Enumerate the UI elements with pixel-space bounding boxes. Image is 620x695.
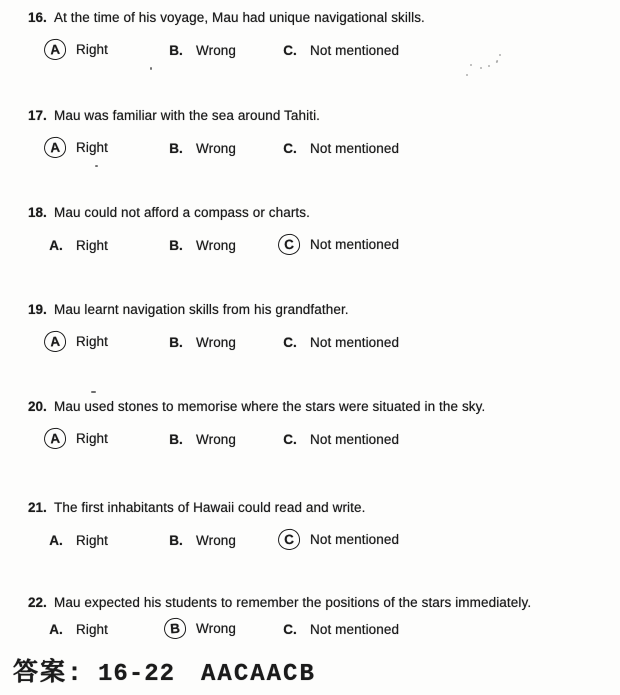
question-block: [0, 301, 620, 355]
option-label: Not mentioned: [310, 621, 400, 637]
question-text: Mau was familiar with the sea around Tahiti.: [54, 108, 321, 123]
question-number: 19.: [28, 302, 47, 317]
question-block: [0, 398, 620, 452]
question-number: 16.: [28, 10, 47, 25]
option-a: [44, 39, 108, 60]
option-b: [164, 529, 236, 551]
question-text: Mau expected his students to remember the positions of the stars immediately.: [54, 595, 532, 610]
option-label: Not mentioned: [310, 334, 400, 350]
option-label: Not mentioned: [310, 42, 400, 58]
options-row: [0, 137, 620, 161]
option-letter: A: [43, 427, 66, 449]
option-letter: B: [163, 617, 186, 639]
option-label: Not mentioned: [310, 532, 400, 547]
option-b: [164, 137, 236, 159]
question-text: At the time of his voyage, Mau had unique navigational skills.: [54, 10, 425, 25]
question-number: 20.: [28, 399, 47, 414]
option-c: [278, 234, 399, 255]
question-number: 17.: [28, 108, 47, 123]
question-block: [0, 107, 620, 161]
option-label: Right: [76, 621, 109, 637]
option-letter: A: [43, 38, 66, 60]
question-line: [0, 301, 620, 318]
option-label: Not mentioned: [310, 431, 400, 447]
option-c: [278, 331, 399, 353]
question-block: [0, 204, 620, 258]
option-label: Right: [76, 532, 109, 548]
question-line: [0, 398, 620, 415]
option-letter: C.: [283, 431, 297, 447]
option-letter: B.: [169, 237, 183, 253]
option-label: Wrong: [196, 621, 237, 636]
answer-key-letters: AACAACB: [201, 661, 316, 688]
option-label: Wrong: [196, 237, 237, 253]
answer-key-line: [13, 652, 316, 688]
option-b: [164, 234, 236, 256]
question-line: [0, 9, 620, 26]
option-letter: B.: [169, 532, 183, 548]
option-c: [278, 39, 399, 61]
question-line: [0, 499, 620, 516]
options-row: [0, 428, 620, 452]
question-line: [0, 204, 620, 221]
option-letter: C: [277, 233, 300, 255]
option-label: Right: [76, 334, 109, 349]
question-text: The first inhabitants of Hawaii could read and write.: [54, 500, 366, 515]
question-text: Mau learnt navigation skills from his grandfather.: [54, 302, 349, 317]
options-row: [0, 234, 620, 258]
question-block: [0, 499, 620, 553]
answer-key-range: 16-22: [98, 661, 176, 688]
option-c: [278, 137, 399, 159]
option-letter: A.: [49, 621, 63, 637]
option-letter: A.: [49, 237, 63, 253]
option-label: Wrong: [196, 42, 237, 58]
option-b: [164, 331, 236, 353]
question-text: Mau could not afford a compass or charts.: [54, 205, 310, 220]
option-letter: C: [277, 528, 300, 550]
option-label: Not mentioned: [310, 140, 400, 156]
option-label: Right: [76, 42, 109, 57]
option-b: [164, 428, 236, 450]
scan-dash-artifact: [91, 391, 96, 393]
scan-dot-artifact: [150, 67, 152, 70]
option-a: [44, 618, 108, 640]
question-line: [0, 594, 620, 611]
option-letter: A: [43, 330, 66, 352]
option-letter: B.: [169, 140, 183, 156]
option-letter: A: [43, 136, 66, 158]
option-letter: B.: [169, 42, 183, 58]
option-b: [164, 39, 236, 61]
scan-dot-artifact: [95, 165, 98, 167]
option-letter: B.: [169, 334, 183, 350]
scan-smudge-artifact: [466, 52, 510, 78]
question-number: 21.: [28, 500, 47, 515]
question-number: 22.: [28, 595, 47, 610]
option-letter: A.: [49, 532, 63, 548]
option-label: Wrong: [196, 334, 237, 350]
option-letter: C.: [283, 42, 297, 58]
option-letter: C.: [283, 334, 297, 350]
options-row: [0, 529, 620, 553]
option-a: [44, 137, 108, 158]
option-label: Wrong: [196, 532, 237, 548]
option-c: [278, 618, 399, 640]
option-label: Not mentioned: [310, 237, 400, 252]
answer-key-prefix: 答案:: [13, 659, 85, 688]
option-a: [44, 331, 108, 352]
options-row: [0, 331, 620, 355]
option-label: Right: [76, 431, 109, 446]
option-a: [44, 234, 108, 256]
option-label: Right: [76, 140, 109, 155]
option-label: Right: [76, 237, 109, 253]
option-c: [278, 529, 399, 550]
question-text: Mau used stones to memorise where the stars were situated in the sky.: [54, 399, 486, 414]
options-row: [0, 39, 620, 63]
option-label: Wrong: [196, 140, 237, 156]
question-block: [0, 594, 620, 642]
question-line: [0, 107, 620, 124]
option-a: [44, 529, 108, 551]
option-letter: C.: [283, 621, 297, 637]
option-a: [44, 428, 108, 449]
option-c: [278, 428, 399, 450]
option-letter: B.: [169, 431, 183, 447]
options-row: [0, 618, 620, 642]
option-b: [164, 618, 236, 639]
option-label: Wrong: [196, 431, 237, 447]
option-letter: C.: [283, 140, 297, 156]
question-block: [0, 9, 620, 63]
question-number: 18.: [28, 205, 47, 220]
